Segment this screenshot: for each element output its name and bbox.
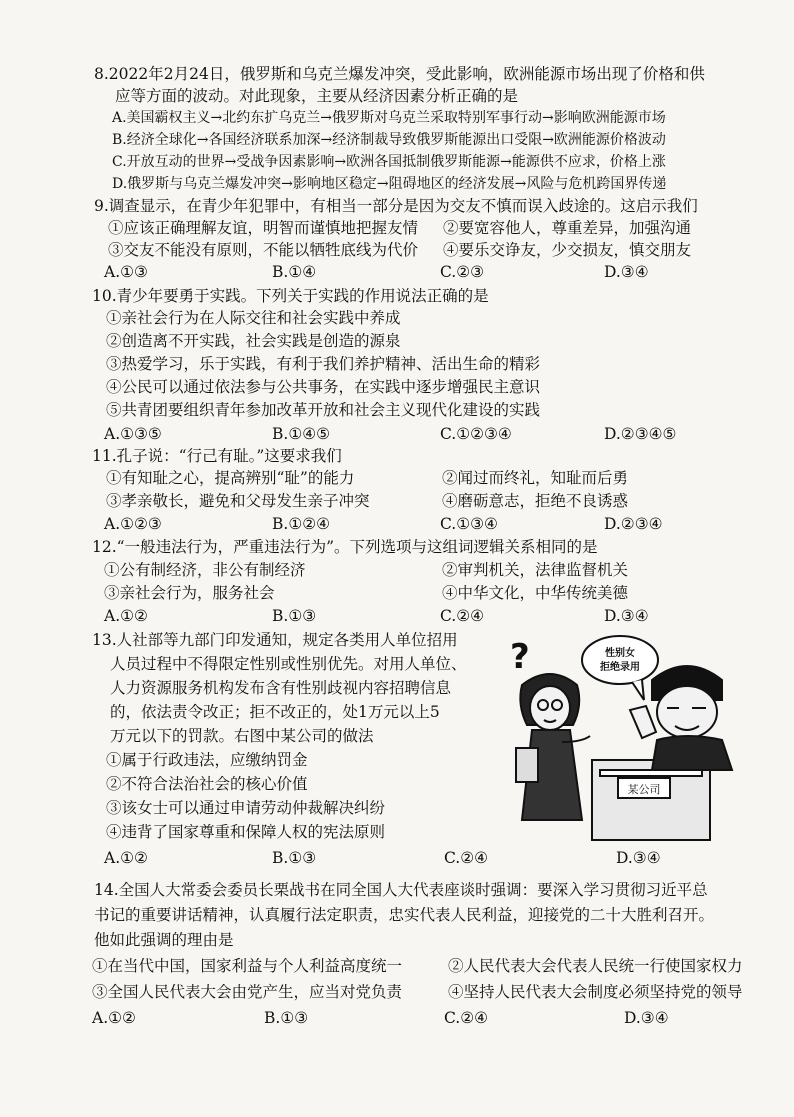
q11-statement-3: ③孝亲敬长，避免和父母发生亲子冲突	[106, 492, 370, 510]
q9-option-d: D.③④	[604, 263, 649, 281]
cartoon-man	[630, 666, 732, 770]
cartoon-question-mark: ?	[510, 637, 530, 677]
q10-option-c: C.①②③④	[440, 425, 512, 443]
q9-statement-2: ②要宽容他人，尊重差异，加强沟通	[443, 219, 692, 237]
q10-option-b: B.①④⑤	[272, 425, 331, 443]
q11-statement-2: ②闻过而终礼，知耻而后勇	[442, 469, 629, 487]
q14-stem-line3: 他如此强调的理由是	[94, 931, 234, 949]
q9-option-a: A.①③	[104, 263, 148, 281]
q14-option-c: C.②④	[444, 1009, 489, 1027]
q12-stem: 12.“一般违法行为，严重违法行为”。下列选项与这组词逻辑关系相同的是	[92, 538, 598, 556]
q13-cartoon-illustration	[492, 630, 742, 842]
q11-option-a: A.①②③	[104, 515, 162, 533]
q8-option-d: D.俄罗斯与乌克兰爆发冲突→影响地区稳定→阻碍地区的经济发展→风险与危机跨国界传递	[112, 176, 667, 192]
q13-stem-line1: 13.人社部等九部门印发通知，规定各类用人单位招用	[92, 631, 458, 649]
q9-option-c: C.②③	[440, 263, 485, 281]
q8-stem-line1: 8.2022年2月24日，俄罗斯和乌克兰爆发冲突，受此影响，欧洲能源市场出现了价格和供	[94, 65, 705, 83]
cartoon-woman	[516, 674, 590, 820]
q12-option-a: A.①②	[104, 607, 148, 625]
q12-statement-3: ③亲社会行为，服务社会	[104, 584, 275, 602]
q14-stem-line1: 14.全国人大常委会委员长栗战书在同全国人大代表座谈时强调：要深入学习贯彻习近平总	[94, 881, 708, 899]
q9-statement-1: ①应该正确理解友谊，明智而谨慎地把握友情	[108, 219, 419, 237]
cartoon-bubble-line2: 拒绝录用	[600, 662, 640, 673]
q9-statement-4: ④要乐交诤友，少交损友，慎交朋友	[443, 241, 692, 259]
q14-statement-4: ④坚持人民代表大会制度必须坚持党的领导	[448, 983, 743, 1001]
q13-option-a: A.①②	[104, 849, 148, 867]
q13-statement-1: ①属于行政违法，应缴纳罚金	[106, 751, 308, 769]
q10-statement-3: ③热爱学习，乐于实践，有利于我们养护精神、活出生命的精彩	[106, 355, 541, 373]
q14-statement-2: ②人民代表大会代表人民统一行使国家权力	[448, 957, 743, 975]
q13-statement-4: ④违背了国家尊重和保障人权的宪法原则	[106, 823, 386, 841]
q10-stem: 10.青少年要勇于实践。下列关于实践的作用说法正确的是	[92, 287, 489, 305]
cartoon-speech-bubble	[582, 636, 658, 684]
q11-statement-1: ①有知耻之心，提高辨别“耻”的能力	[106, 469, 355, 487]
q8-stem-line2: 应等方面的波动。对此现象，主要从经济因素分析正确的是	[115, 87, 519, 105]
q9-stem: 9.调查显示，在青少年犯罪中，有相当一部分是因为交友不慎而误入歧途的。这启示我们	[94, 197, 698, 215]
q12-option-b: B.①③	[272, 607, 317, 625]
q10-statement-5: ⑤共青团要组织青年参加改革开放和社会主义现代化建设的实践	[106, 401, 541, 419]
q11-option-d: D.②③④	[604, 515, 663, 533]
q10-statement-2: ②创造离不开实践，社会实践是创造的源泉	[106, 332, 401, 350]
q14-option-a: A.①②	[92, 1009, 136, 1027]
q13-stem-line2: 人员过程中不得限定性别或性别优先。对用人单位、	[110, 655, 467, 673]
q14-option-d: D.③④	[624, 1009, 669, 1027]
q13-statement-2: ②不符合法治社会的核心价值	[106, 775, 308, 793]
q12-statement-1: ①公有制经济，非公有制经济	[104, 561, 306, 579]
cartoon-bubble-line1: 性别女	[605, 648, 635, 659]
q13-stem-line5: 万元以下的罚款。右图中某公司的做法	[110, 727, 374, 745]
q8-option-b: B.经济全球化→各国经济联系加深→经济制裁导致俄罗斯能源出口受限→欧洲能源价格波动	[112, 132, 666, 148]
q13-stem-line3: 人力资源服务机构发布含有性别歧视内容招聘信息	[110, 679, 452, 697]
q12-option-d: D.③④	[604, 607, 649, 625]
q13-option-c: C.②④	[444, 849, 489, 867]
q13-option-d: D.③④	[616, 849, 661, 867]
q13-option-b: B.①③	[272, 849, 317, 867]
q14-statement-3: ③全国人民代表大会由党产生，应当对党负责	[92, 983, 403, 1001]
cartoon-desk-label: 某公司	[627, 783, 661, 796]
q13-stem-line4: 的，依法责令改正；拒不改正的，处1万元以上5	[110, 703, 440, 721]
q14-stem-line2: 书记的重要讲话精神，认真履行法定职责，忠实代表人民利益，迎接党的二十大胜利召开。	[94, 906, 715, 924]
q10-statement-1: ①亲社会行为在人际交往和社会实践中养成	[106, 309, 401, 327]
q11-option-c: C.①③④	[440, 515, 498, 533]
q12-statement-2: ②审判机关，法律监督机关	[442, 561, 629, 579]
q10-statement-4: ④公民可以通过依法参与公共事务，在实践中逐步增强民主意识	[106, 378, 541, 396]
q10-option-d: D.②③④⑤	[604, 425, 677, 443]
q9-option-b: B.①④	[272, 263, 317, 281]
q14-option-b: B.①③	[264, 1009, 309, 1027]
q8-option-a: A.美国霸权主义→北约东扩乌克兰→俄罗斯对乌克兰采取特别军事行动→影响欧洲能源市场	[112, 110, 666, 126]
q14-statement-1: ①在当代中国，国家利益与个人利益高度统一	[92, 957, 403, 975]
q12-option-c: C.②④	[440, 607, 485, 625]
q11-statement-4: ④磨砺意志，拒绝不良诱惑	[442, 492, 629, 510]
q11-stem: 11.孔子说：“行己有耻。”这要求我们	[92, 447, 342, 465]
q9-statement-3: ③交友不能没有原则，不能以牺牲底线为代价	[108, 241, 419, 259]
q10-option-a: A.①③⑤	[104, 425, 162, 443]
cartoon-desk	[592, 760, 710, 840]
q8-option-c: C.开放互动的世界→受战争因素影响→欧洲各国抵制俄罗斯能源→能源供不应求，价格上涨	[112, 154, 666, 170]
q12-statement-4: ④中华文化，中华传统美德	[442, 584, 629, 602]
q11-option-b: B.①②④	[272, 515, 331, 533]
q13-statement-3: ③该女士可以通过申请劳动仲裁解决纠纷	[106, 799, 386, 817]
